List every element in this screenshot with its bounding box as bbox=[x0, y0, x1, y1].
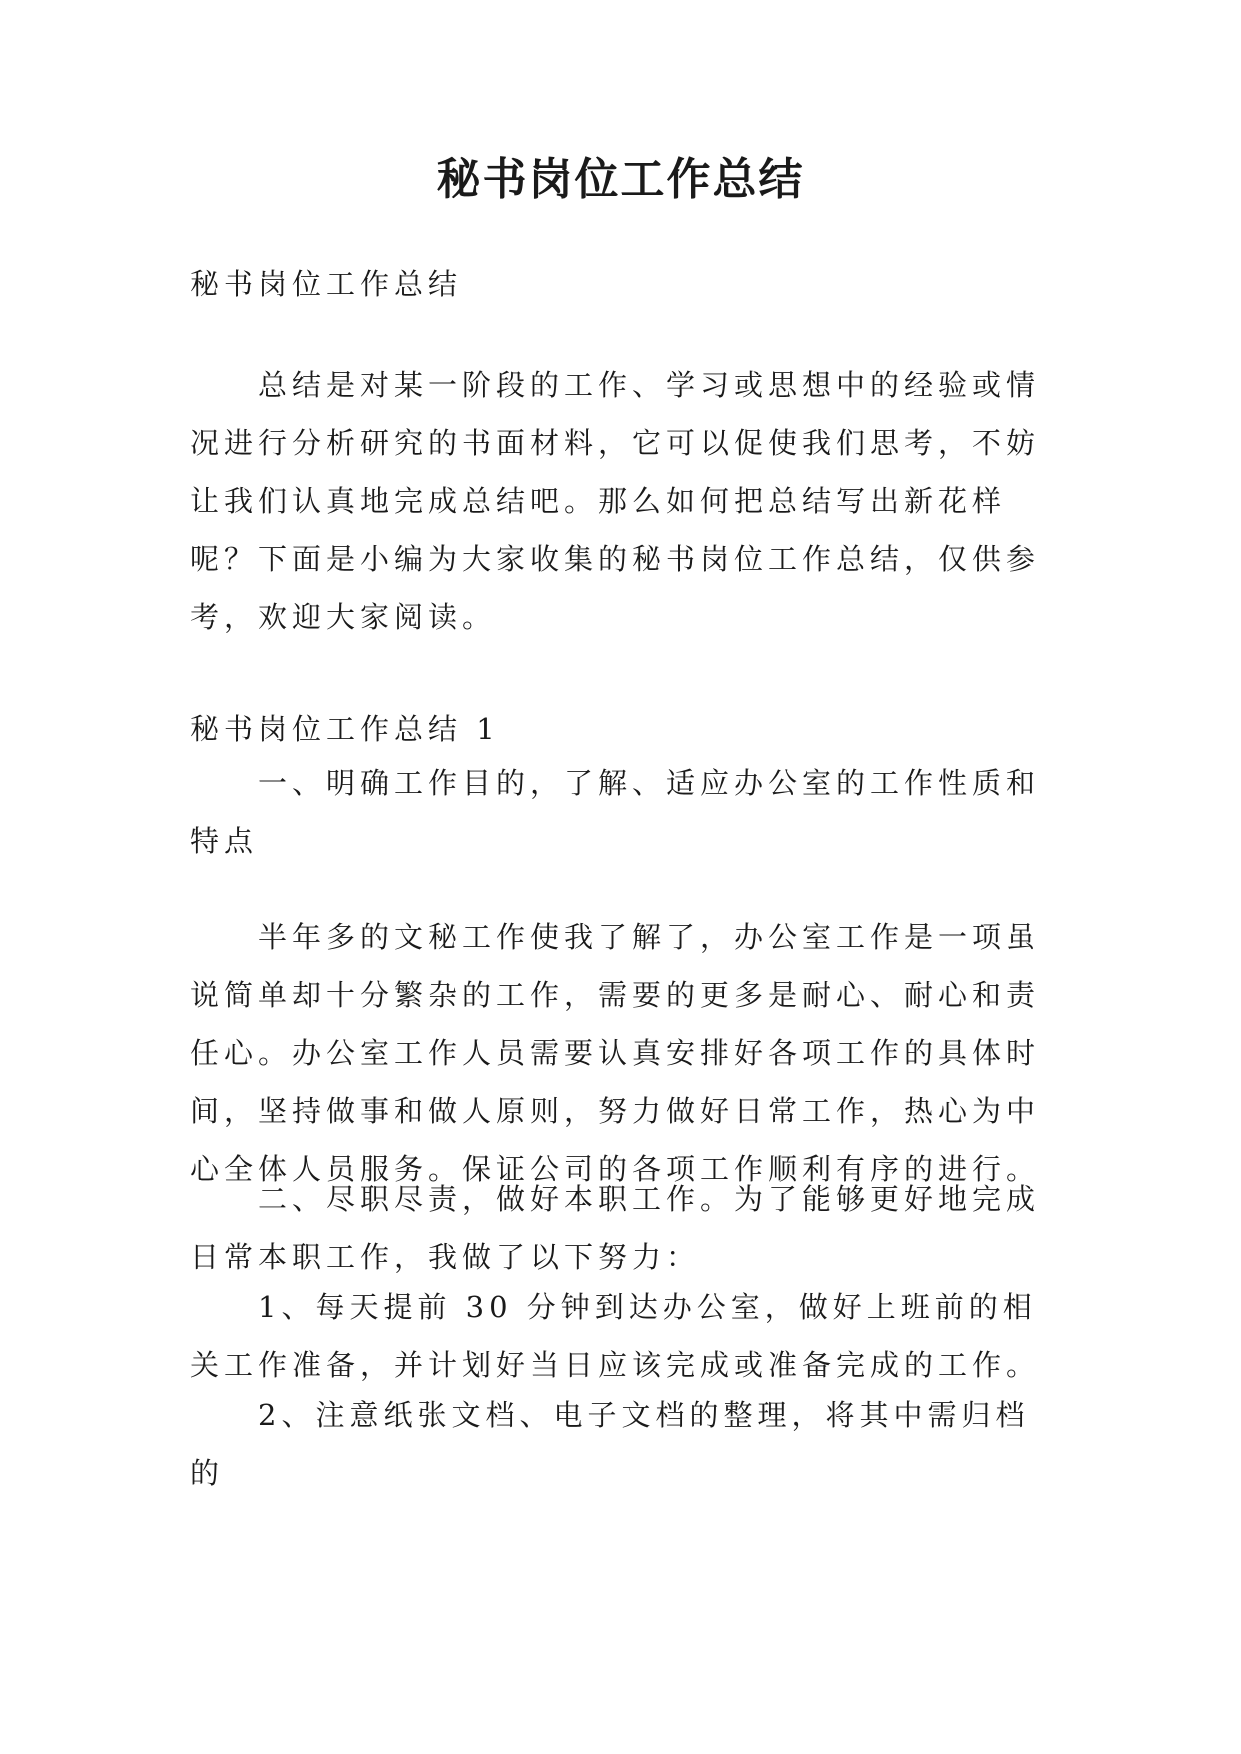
point-one-heading: 一、明确工作目的，了解、适应办公室的工作性质和特点 bbox=[190, 766, 1041, 858]
document-title: 秘书岗位工作总结 bbox=[436, 154, 805, 205]
intro-paragraph: 总结是对某一阶段的工作、学习或思想中的经验或情况进行分析研究的书面材料，它可以促使我们思考，不妨让我们认真地完成总结吧。那么如何把总结写出新花样呢？下面是小编为大家收集的秘书岗位工作总结，仅供参考，欢迎大家阅读。 bbox=[190, 368, 1041, 634]
point-two-paragraph: 二、尽职尽责，做好本职工作。为了能够更好地完成日常本职工作，我做了以下努力： bbox=[190, 1182, 1041, 1274]
list-item-two: 2、注意纸张文档、电子文档的整理，将其中需归档的 bbox=[190, 1398, 1030, 1490]
half-year-paragraph: 半年多的文秘工作使我了解了，办公室工作是一项虽说简单却十分繁杂的工作，需要的更多是耐心、耐心和责任心。办公室工作人员需要认真安排好各项工作的具体时间，坚持做事和做人原则，努力做好日常工作，热心为中心全体人员服务。保证公司的各项工作顺利有序的进行。 bbox=[190, 920, 1041, 1186]
section-heading: 秘书岗位工作总结 1 bbox=[190, 712, 500, 746]
list-item-one: 1、每天提前 30 分钟到达办公室，做好上班前的相关工作准备，并计划好当日应该完成或准备完成的工作。 bbox=[190, 1290, 1041, 1382]
document-subtitle: 秘书岗位工作总结 bbox=[190, 267, 463, 301]
